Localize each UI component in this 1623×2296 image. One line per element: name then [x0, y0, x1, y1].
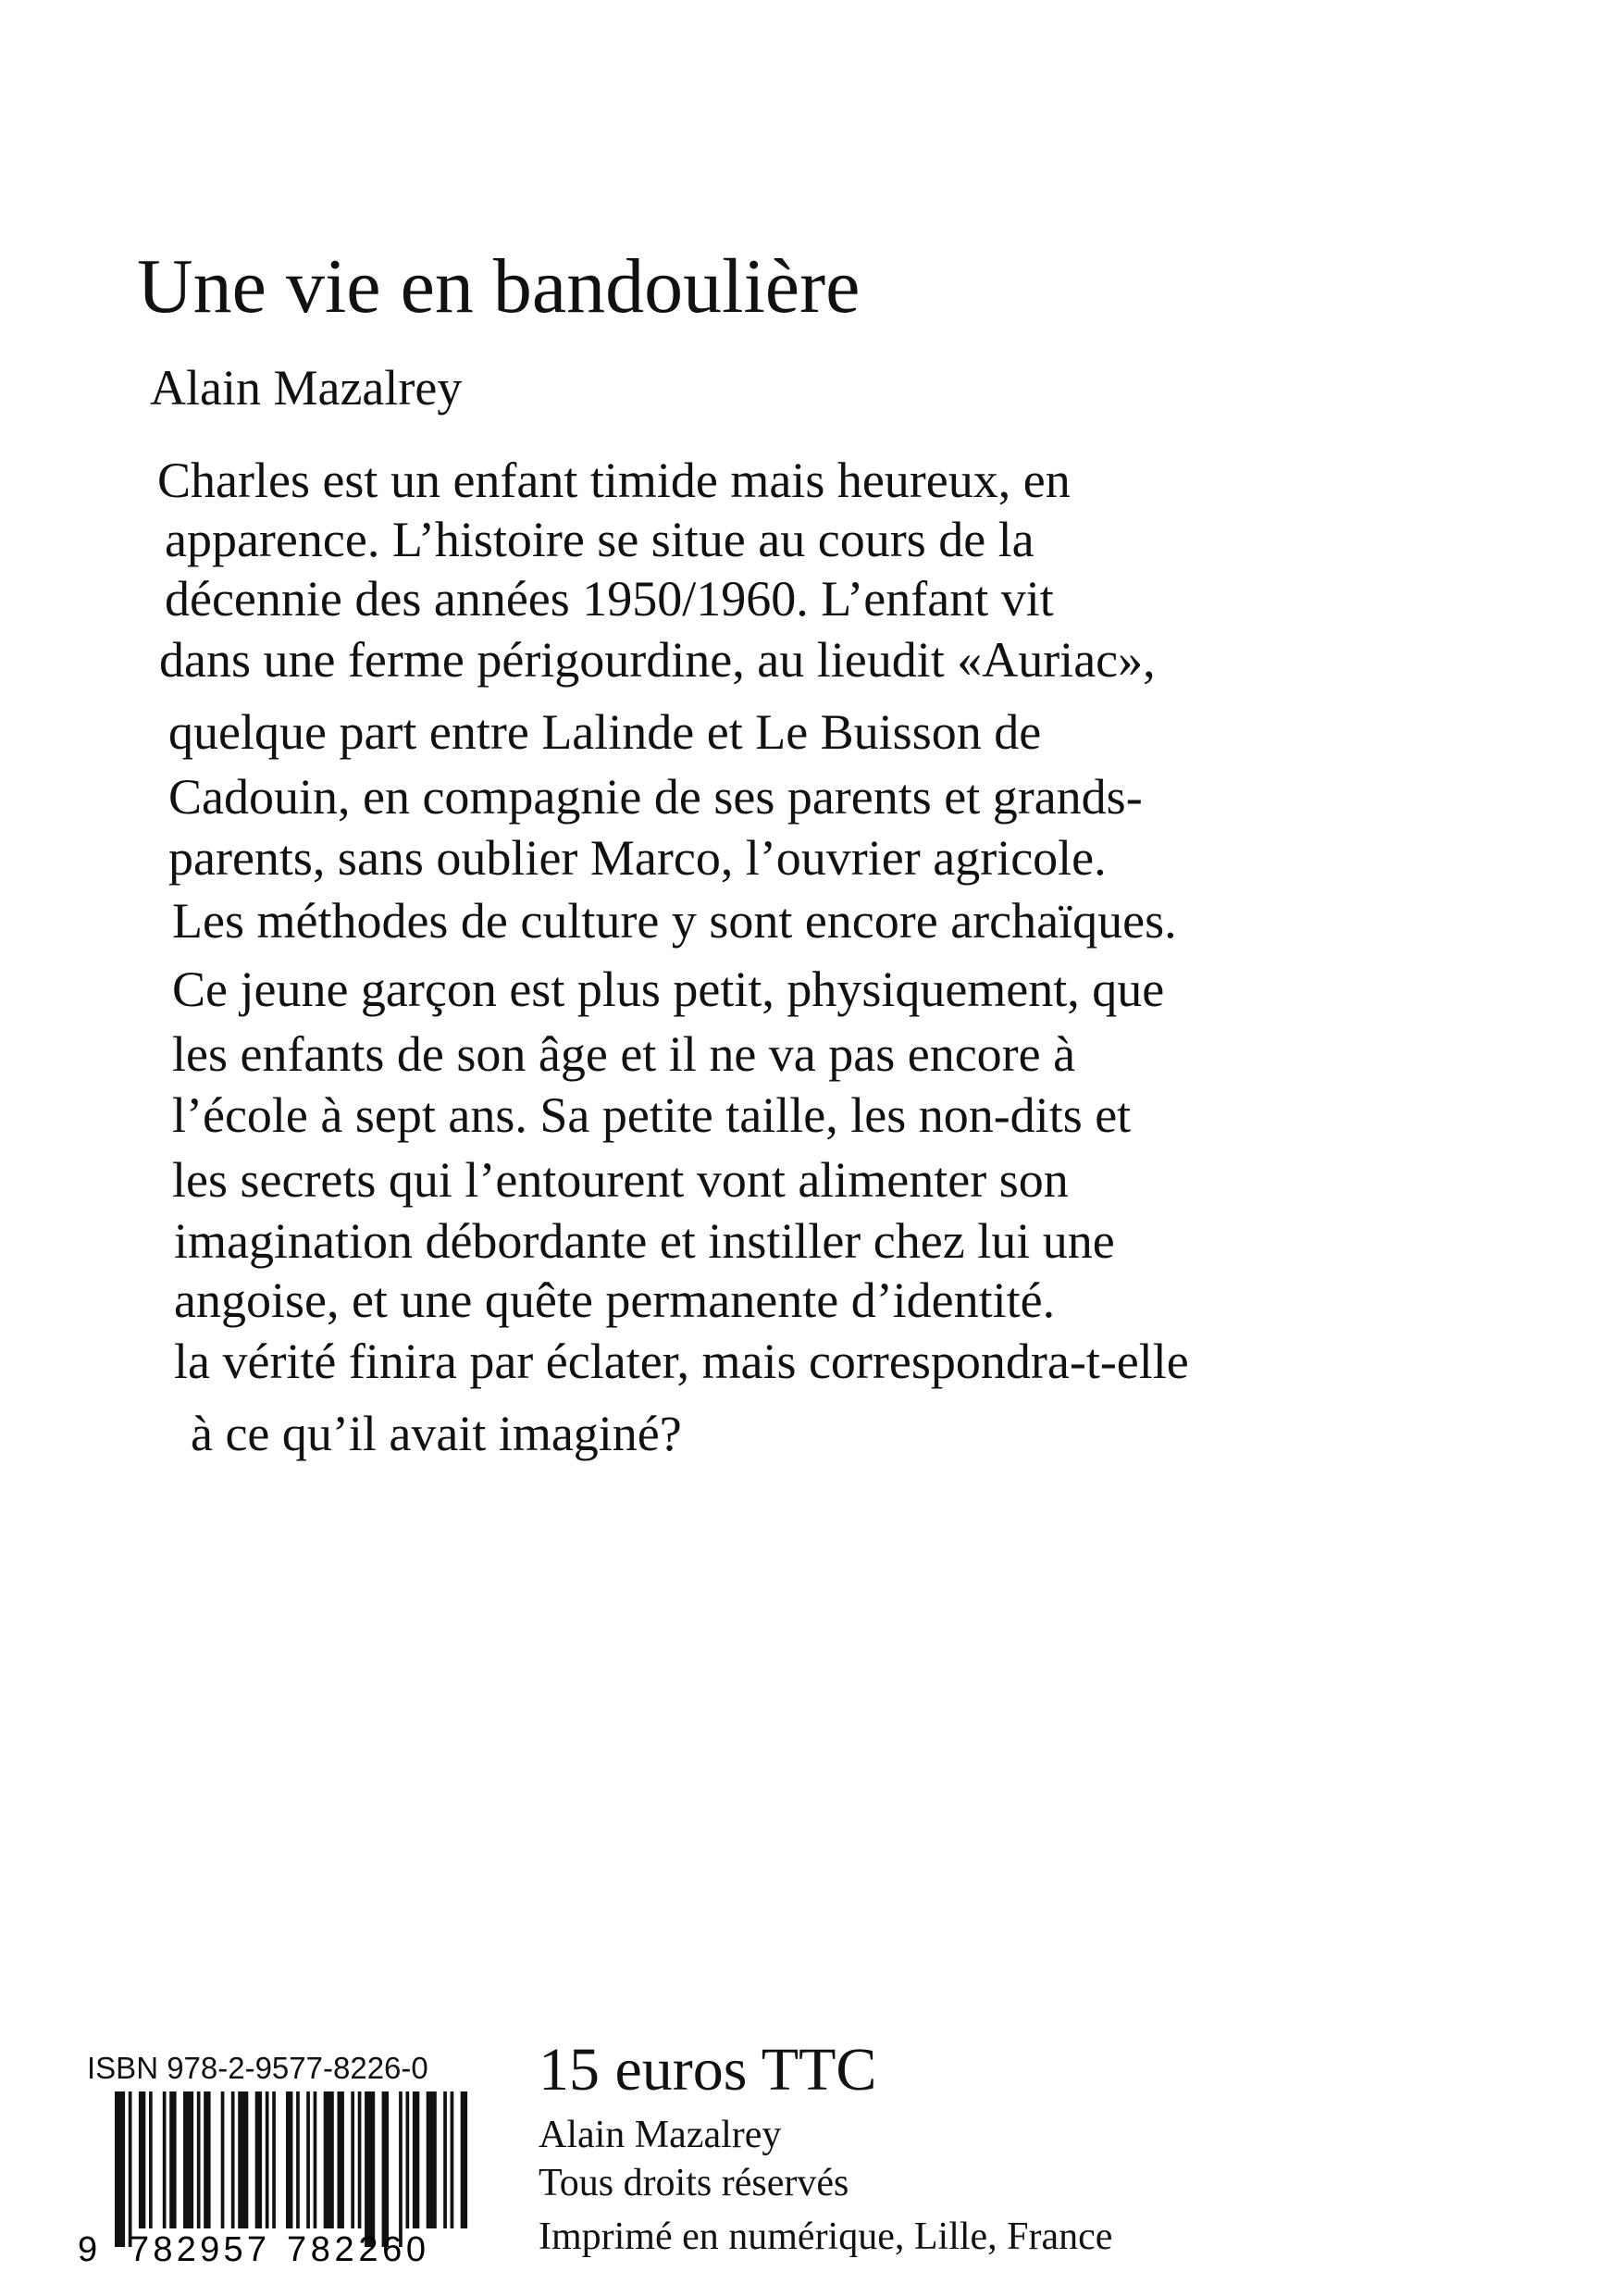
- barcode-bar: [443, 2091, 447, 2228]
- barcode-digits-left: 782957: [130, 2230, 266, 2265]
- barcode-bar: [139, 2091, 145, 2228]
- blurb-line: Les méthodes de culture y sont encore archaïques.: [172, 893, 1177, 949]
- blurb-line: l’école à sept ans. Sa petite taille, les non-dits et: [172, 1087, 1132, 1143]
- barcode-bar: [427, 2091, 437, 2228]
- blurb-line: apparence. L’histoire se situe au cours de la: [165, 512, 1035, 567]
- barcode-bar: [221, 2091, 225, 2228]
- barcode-bar: [266, 2091, 269, 2228]
- imprint-author: Alain Mazalrey: [539, 2114, 782, 2156]
- isbn-label: ISBN 978-2-9577-8226-0: [87, 2051, 428, 2085]
- barcode-bar: [163, 2091, 167, 2228]
- barcode-digits-right: 782260: [287, 2230, 426, 2265]
- imprint-printed: Imprimé en numérique, Lille, France: [539, 2215, 1113, 2258]
- barcode-bar: [358, 2091, 362, 2228]
- barcode-bar: [286, 2091, 292, 2228]
- barcode-bar: [351, 2091, 354, 2228]
- blurb-line: à ce qu’il avait imaginé?: [191, 1406, 682, 1461]
- blurb-line: Ce jeune garçon est plus petit, physiquement, que: [172, 962, 1165, 1017]
- blurb-line: parents, sans oublier Marco, l’ouvrier agricole.: [168, 830, 1107, 886]
- barcode-bar: [461, 2091, 467, 2228]
- blurb-line: Charles est un enfant timide mais heureux, en: [157, 453, 1071, 508]
- barcode-bar: [451, 2091, 454, 2228]
- blurb-line: la vérité finira par éclater, mais correspondra-t-elle: [174, 1334, 1189, 1389]
- price: 15 euros TTC: [539, 2036, 877, 2104]
- blurb-line: quelque part entre Lalinde et Le Buisson de: [168, 704, 1042, 760]
- barcode-bars: [115, 2091, 467, 2247]
- barcode-bar: [204, 2091, 210, 2228]
- book-author: Alain Mazalrey: [150, 360, 463, 416]
- barcode-bar: [314, 2091, 317, 2228]
- blurb-line: décennie des années 1950/1960. L’enfant vit: [165, 571, 1054, 627]
- barcode-bar: [399, 2091, 403, 2247]
- barcode: [76, 2053, 474, 2265]
- barcode-graphic: [76, 2053, 474, 2265]
- blurb-line: Cadouin, en compagnie de ses parents et grands-: [168, 769, 1143, 825]
- blurb-line: imagination débordante et instiller chez lui une: [174, 1213, 1115, 1269]
- barcode-bar: [129, 2091, 132, 2247]
- barcode-bar: [169, 2091, 176, 2228]
- barcode-bar: [183, 2091, 193, 2228]
- blurb-line: les enfants de son âge et il ne va pas encore à: [172, 1026, 1076, 1082]
- barcode-bar: [382, 2091, 389, 2247]
- book-title: Une vie en bandoulière: [137, 243, 861, 329]
- barcode-bar: [365, 2091, 375, 2247]
- barcode-bar: [413, 2091, 419, 2228]
- blurb-line: angoise, et une quête permanente d’identité.: [174, 1272, 1056, 1328]
- blurb-line: dans une ferme périgourdine, au lieudit «Auriac»,: [159, 632, 1156, 688]
- barcode-bar: [149, 2091, 153, 2228]
- barcode-bar: [231, 2091, 235, 2228]
- barcode-bar: [238, 2091, 248, 2228]
- barcode-bar: [272, 2091, 276, 2228]
- barcode-bar: [338, 2091, 344, 2228]
- barcode-bar: [197, 2091, 201, 2228]
- barcode-bar: [115, 2091, 125, 2247]
- barcode-bar: [255, 2091, 262, 2228]
- barcode-bar: [306, 2091, 310, 2228]
- imprint-rights: Tous droits réservés: [539, 2162, 849, 2204]
- blurb-line: les secrets qui l’entourent vont alimenter son: [172, 1152, 1069, 1208]
- barcode-bar: [406, 2091, 410, 2228]
- barcode-bar: [296, 2091, 300, 2228]
- barcode-digit-first: 9: [78, 2230, 98, 2265]
- barcode-bar: [324, 2091, 334, 2228]
